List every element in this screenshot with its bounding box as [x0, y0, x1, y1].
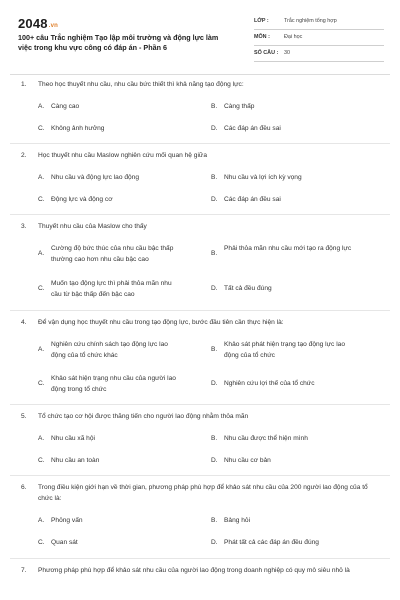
question-stem: Học thuyết nhu cầu Maslow nghiên cứu mối quan hệ giữa	[38, 152, 208, 159]
option-text: Khảo sát hiện trạng nhu cầu của người lao động trong tổ chức	[51, 375, 176, 393]
question-number: 7.	[21, 567, 27, 574]
option-letter: C.	[38, 196, 45, 203]
option-text: Bảng hỏi	[224, 517, 251, 524]
meta-key: SỐ CÂU :	[254, 50, 279, 56]
question-stem: Tổ chức tạo cơ hội được thăng tiến cho người lao động nhằm thỏa mãn	[38, 413, 249, 420]
option-letter: D.	[211, 457, 218, 464]
option-letter: C.	[38, 125, 45, 132]
question-divider	[10, 404, 390, 405]
option-letter: A.	[38, 517, 45, 524]
option-letter: C.	[38, 539, 45, 546]
option-text: Nhu cầu cơ bản	[224, 457, 271, 464]
option-letter: B.	[211, 435, 218, 442]
option-letter: B.	[211, 346, 218, 353]
option-text: Nhu cầu và động lực lao động	[51, 174, 139, 181]
option-text: Phỏng vấn	[51, 517, 83, 524]
option-text: Khảo sát phát hiện trạng tạo động lực lao động của tổ chức	[224, 341, 345, 359]
meta-table	[254, 14, 384, 62]
option-letter: B.	[211, 174, 218, 181]
question-text	[21, 80, 244, 91]
option-text: Nhu cầu xã hội	[51, 435, 95, 442]
meta-key: MÔN :	[254, 34, 270, 40]
option-letter: A.	[38, 346, 45, 353]
question-number: 3.	[21, 223, 27, 230]
meta-row-subject	[254, 30, 384, 46]
option-letter: B.	[211, 103, 218, 110]
meta-value: 30	[284, 50, 290, 56]
option-text: Động lực và động cơ	[51, 196, 113, 203]
option-text: Nghiên cứu chính sách tạo động lực lao động của tổ chức khác	[51, 341, 168, 359]
question-stem: Trong điều kiện giới hạn về thời gian, phương pháp phù hợp để khảo sát nhu cầu của 200 người lao động của tổ chức là:	[38, 484, 368, 502]
option-text: Tất cả đều đúng	[224, 285, 272, 292]
document-header	[0, 0, 400, 74]
question-text	[21, 151, 208, 162]
option-text: Nhu cầu an toàn	[51, 457, 100, 464]
question-text	[21, 566, 350, 577]
logo-suffix: .vn	[48, 23, 59, 29]
question-divider	[10, 475, 390, 476]
question-number: 1.	[21, 81, 27, 88]
option-letter: B.	[211, 250, 218, 257]
option-letter: A.	[38, 250, 45, 257]
question-number: 2.	[21, 152, 27, 159]
option-text: Phát tất cả các đáp án đều đúng	[224, 539, 319, 546]
question-stem: Phương pháp phù hợp để khảo sát nhu cầu của người lao động trong doanh nghiệp có quy mô siêu nhỏ là	[38, 567, 350, 574]
option-text: Các đáp án đều sai	[224, 125, 281, 132]
question-number: 5.	[21, 413, 27, 420]
option-letter: A.	[38, 103, 45, 110]
option-letter: D.	[211, 380, 218, 387]
meta-value: Trắc nghiệm tổng hợp	[284, 18, 337, 24]
question-number: 4.	[21, 319, 27, 326]
question-number: 6.	[21, 484, 27, 491]
question-stem: Theo học thuyết nhu cầu, nhu cầu bức thiết thì khả năng tạo động lực:	[38, 81, 244, 88]
option-letter: C.	[38, 457, 45, 464]
option-text: Không ảnh hưởng	[51, 125, 105, 132]
site-logo[interactable]	[18, 16, 58, 31]
header-divider	[10, 74, 390, 75]
option-text: Nhu cầu được thể hiện mình	[224, 435, 308, 442]
option-letter: D.	[211, 539, 218, 546]
option-text: Các đáp án đều sai	[224, 196, 281, 203]
question-text	[21, 318, 284, 329]
option-text: Cường độ bức thúc của nhu cầu bậc thấp thường cao hơn nhu cầu bậc cao	[51, 245, 174, 263]
option-text: Nghiên cứu lợi thế của tổ chức	[224, 380, 315, 387]
option-letter: C.	[38, 285, 45, 292]
question-divider	[10, 214, 390, 215]
meta-row-class	[254, 14, 384, 30]
option-letter: D.	[211, 196, 218, 203]
meta-key: LỚP :	[254, 18, 269, 24]
question-text	[21, 222, 147, 233]
option-letter: A.	[38, 435, 45, 442]
question-stem: Để vận dụng học thuyết nhu cầu trong tạo động lực, bước đầu tiên cần thực hiện là:	[38, 319, 284, 326]
question-stem: Thuyết nhu cầu của Maslow cho thấy	[38, 223, 147, 230]
question-text	[21, 483, 368, 502]
option-letter: D.	[211, 125, 218, 132]
logo-main: 2048	[18, 16, 48, 31]
question-text	[21, 412, 249, 423]
question-divider	[10, 558, 390, 559]
option-letter: C.	[38, 380, 45, 387]
option-letter: B.	[211, 517, 218, 524]
document-title: 100+ câu Trắc nghiệm Tạo lập môi trường và động lực làm việc trong khu vực công có đáp án - Phần 6	[18, 33, 219, 53]
meta-row-count	[254, 46, 384, 62]
option-text: Muốn tạo động lực thì phải thỏa mãn nhu cầu từ bậc thấp đến bậc cao	[51, 280, 172, 298]
option-text: Nhu cầu và lợi ích kỳ vọng	[224, 174, 302, 181]
meta-value: Đại học	[284, 34, 303, 40]
question-divider	[10, 310, 390, 311]
option-letter: D.	[211, 285, 218, 292]
question-divider	[10, 143, 390, 144]
option-text: Phải thỏa mãn nhu cầu mới tạo ra động lực	[224, 245, 352, 252]
option-text: Quan sát	[51, 539, 78, 546]
option-letter: A.	[38, 174, 45, 181]
option-text: Càng cao	[51, 103, 80, 110]
option-text: Càng thấp	[224, 103, 255, 110]
